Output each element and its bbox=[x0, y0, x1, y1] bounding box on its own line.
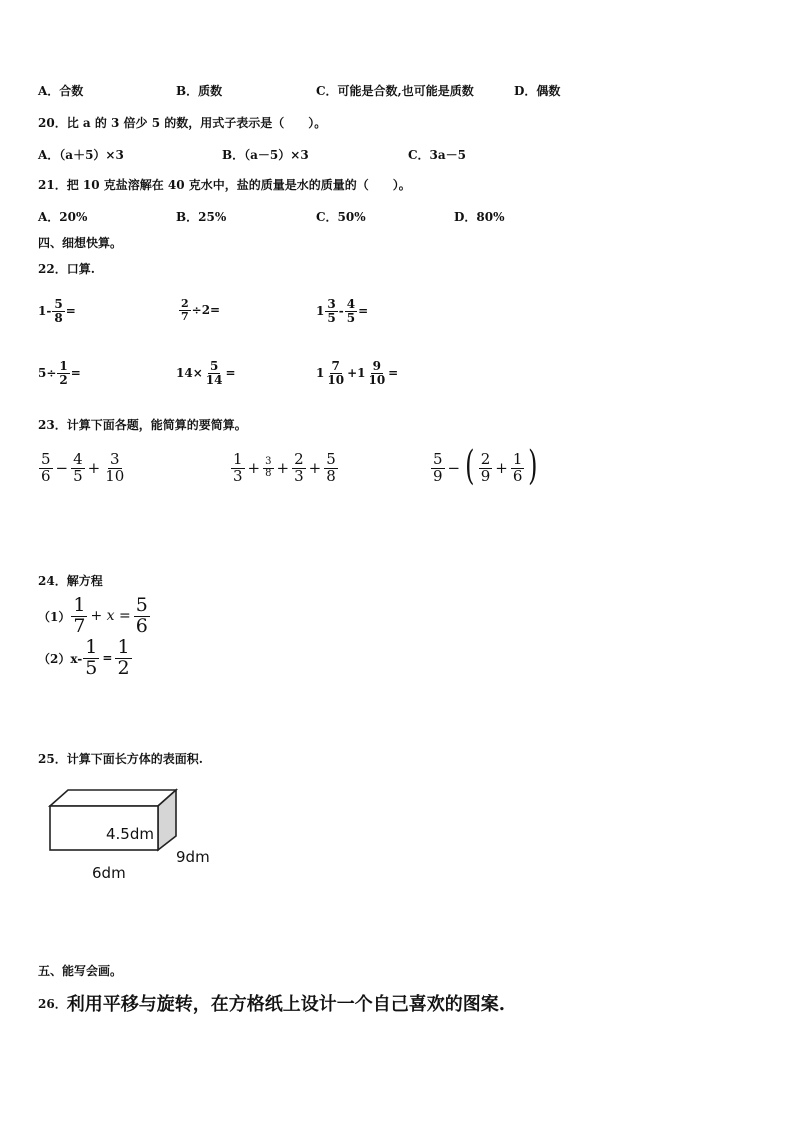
q21-option-d: D．80% bbox=[454, 210, 505, 224]
denominator: 9 bbox=[480, 466, 491, 485]
numerator: 2 bbox=[294, 450, 304, 468]
q20-option-b: B．（a－5）×3 bbox=[222, 148, 309, 162]
denominator: 5 bbox=[73, 466, 83, 485]
q19-option-d: D．偶数 bbox=[514, 84, 561, 98]
q24-problem-2 bbox=[38, 638, 133, 679]
q22-e6-frac-2 bbox=[366, 360, 387, 386]
q22-e3-frac-2 bbox=[345, 298, 357, 324]
q26-number: 26． bbox=[38, 996, 67, 1011]
q23-title: 23．计算下面各题，能简算的要简算。 bbox=[38, 418, 247, 432]
q22-e3-frac-1 bbox=[325, 298, 337, 324]
q23-e3-right-paren: ) bbox=[528, 443, 538, 489]
numerator: 3 bbox=[265, 456, 272, 468]
q23-e3-op-2: + bbox=[495, 459, 508, 477]
q25-title: 25．计算下面长方体的表面积. bbox=[38, 752, 203, 766]
q22-e5-frac bbox=[204, 360, 225, 386]
numerator: 1 bbox=[512, 449, 523, 468]
q20-stem: 20．比 a 的 3 倍少 5 的数，用式子表示是（ ）。 bbox=[38, 116, 327, 130]
cuboid-top-face bbox=[50, 790, 176, 806]
q22-e4-post: = bbox=[70, 366, 81, 381]
q23-expr-3 bbox=[430, 443, 541, 489]
denominator: 6 bbox=[41, 466, 51, 485]
denominator: 6 bbox=[135, 614, 148, 637]
q22-e2-frac bbox=[179, 298, 191, 322]
q23-e2-frac-2 bbox=[263, 457, 273, 479]
denominator: 14 bbox=[205, 372, 223, 387]
q23-e2-op-3: + bbox=[308, 459, 322, 478]
denominator: 10 bbox=[327, 372, 345, 387]
q22-e6-op: +1 bbox=[347, 366, 366, 381]
section-5-heading: 五、能写会画。 bbox=[38, 964, 123, 978]
q22-e1-post: = bbox=[65, 304, 76, 319]
denominator: 10 bbox=[368, 372, 386, 387]
q24-title: 24．解方程 bbox=[38, 574, 103, 588]
numerator: 5 bbox=[209, 359, 219, 373]
q22-expr-1 bbox=[38, 298, 76, 324]
denominator: 3 bbox=[233, 466, 243, 485]
section-4-heading: 四、细想快算。 bbox=[38, 236, 123, 250]
denominator: 10 bbox=[105, 466, 125, 485]
q23-e2-frac-1 bbox=[231, 452, 245, 485]
q23-e3-frac-1 bbox=[431, 449, 445, 485]
q23-e3-frac-2 bbox=[479, 449, 493, 485]
q21-stem: 21．把 10 克盐溶解在 40 克水中，盐的质量是水的质量的（ ）。 bbox=[38, 178, 411, 192]
numerator: 5 bbox=[41, 450, 51, 468]
q26 bbox=[38, 990, 505, 1016]
q22-e4-pre: 5÷ bbox=[38, 366, 57, 381]
q22-e2-post: ÷2= bbox=[191, 303, 221, 318]
cuboid-height-label: 4.5dm bbox=[106, 825, 154, 843]
numerator: 4 bbox=[346, 297, 356, 311]
denominator: 8 bbox=[54, 310, 63, 325]
numerator: 2 bbox=[480, 449, 491, 468]
numerator: 1 bbox=[233, 450, 243, 468]
q22-e6-frac-1 bbox=[325, 360, 346, 386]
q24-p2-frac-1 bbox=[83, 638, 99, 679]
q23-expr-2 bbox=[230, 452, 339, 485]
q19-option-a: A．合数 bbox=[38, 84, 84, 98]
q23-expr-1 bbox=[38, 452, 127, 485]
q21-option-b: B．25% bbox=[176, 210, 227, 224]
denominator: 5 bbox=[346, 310, 356, 325]
q23-e3-frac-3 bbox=[511, 449, 525, 485]
q23-e1-op-2: + bbox=[87, 459, 101, 478]
q22-expr-5 bbox=[176, 360, 236, 386]
numerator: 1 bbox=[117, 636, 130, 658]
q23-e1-frac-3 bbox=[103, 452, 126, 485]
denominator: 2 bbox=[117, 656, 130, 679]
q22-e1-pre: 1- bbox=[38, 304, 52, 319]
numerator: 1 bbox=[73, 594, 86, 616]
denominator: 7 bbox=[181, 309, 189, 323]
q19-option-c: C．可能是合数,也可能是质数 bbox=[316, 84, 474, 98]
cuboid-length-label: 6dm bbox=[92, 864, 126, 882]
q20-option-c: C．3a－5 bbox=[408, 148, 467, 162]
q22-e1-frac bbox=[52, 298, 64, 324]
q24-p1-mid: + x = bbox=[90, 608, 131, 625]
numerator: 1 bbox=[59, 359, 68, 373]
numerator: 2 bbox=[181, 297, 189, 310]
q22-e6-post: = bbox=[388, 366, 399, 381]
numerator: 5 bbox=[135, 594, 148, 616]
q21-option-a: A．20% bbox=[38, 210, 88, 224]
q22-expr-6 bbox=[316, 360, 398, 386]
q22-e5-pre: 14× bbox=[176, 366, 203, 381]
denominator: 8 bbox=[265, 467, 272, 479]
q23-e2-frac-3 bbox=[292, 452, 306, 485]
q24-p2-frac-2 bbox=[115, 638, 131, 679]
q22-e3-op: - bbox=[338, 304, 344, 319]
q23-e1-op-1: − bbox=[55, 459, 69, 478]
q22-e4-frac bbox=[57, 360, 69, 386]
q23-e3-left-paren: ( bbox=[465, 443, 475, 489]
numerator: 5 bbox=[433, 449, 443, 468]
q19-option-b: B．质数 bbox=[176, 84, 223, 98]
q24-p2-label: （2）x- bbox=[38, 651, 83, 666]
q22-expr-2 bbox=[178, 298, 220, 322]
q21-option-c: C．50% bbox=[316, 210, 366, 224]
q24-problem-1 bbox=[38, 596, 151, 637]
denominator: 9 bbox=[433, 466, 443, 485]
q22-expr-4 bbox=[38, 360, 81, 386]
q22-expr-3 bbox=[316, 298, 368, 324]
q23-e1-frac-2 bbox=[71, 452, 85, 485]
denominator: 2 bbox=[59, 372, 68, 387]
q22-e6-int: 1 bbox=[316, 366, 325, 381]
q23-e3-op-1: − bbox=[447, 459, 461, 477]
denominator: 5 bbox=[327, 310, 336, 325]
q24-p1-frac-2 bbox=[134, 596, 150, 637]
cuboid-depth-label: 9dm bbox=[176, 848, 210, 866]
q22-e3-post: = bbox=[358, 304, 369, 319]
denominator: 3 bbox=[294, 466, 304, 485]
denominator: 7 bbox=[73, 614, 86, 637]
q24-p1-frac-1 bbox=[71, 596, 87, 637]
q23-e2-frac-4 bbox=[324, 452, 338, 485]
q24-p1-label: （1） bbox=[38, 609, 71, 624]
q24-p2-mid: = bbox=[102, 651, 113, 666]
q22-e5-post: = bbox=[225, 366, 236, 381]
denominator: 6 bbox=[512, 466, 523, 485]
denominator: 8 bbox=[326, 466, 336, 485]
numerator: 5 bbox=[54, 297, 63, 311]
q23-e2-op-2: + bbox=[276, 459, 290, 478]
numerator: 5 bbox=[326, 450, 336, 468]
denominator: 5 bbox=[85, 656, 98, 679]
numerator: 3 bbox=[327, 297, 336, 311]
q20-option-a: A．（a＋5）×3 bbox=[38, 148, 124, 162]
q23-e2-op-1: + bbox=[247, 459, 261, 478]
numerator: 1 bbox=[85, 636, 98, 658]
numerator: 9 bbox=[372, 359, 381, 373]
numerator: 3 bbox=[110, 450, 120, 468]
q23-e1-frac-1 bbox=[39, 452, 53, 485]
q26-text: 利用平移与旋转，在方格纸上设计一个自己喜欢的图案. bbox=[66, 994, 505, 1015]
q22-title: 22．口算. bbox=[38, 262, 95, 276]
numerator: 7 bbox=[331, 359, 340, 373]
numerator: 4 bbox=[73, 450, 83, 468]
q22-e3-int: 1 bbox=[316, 304, 325, 319]
